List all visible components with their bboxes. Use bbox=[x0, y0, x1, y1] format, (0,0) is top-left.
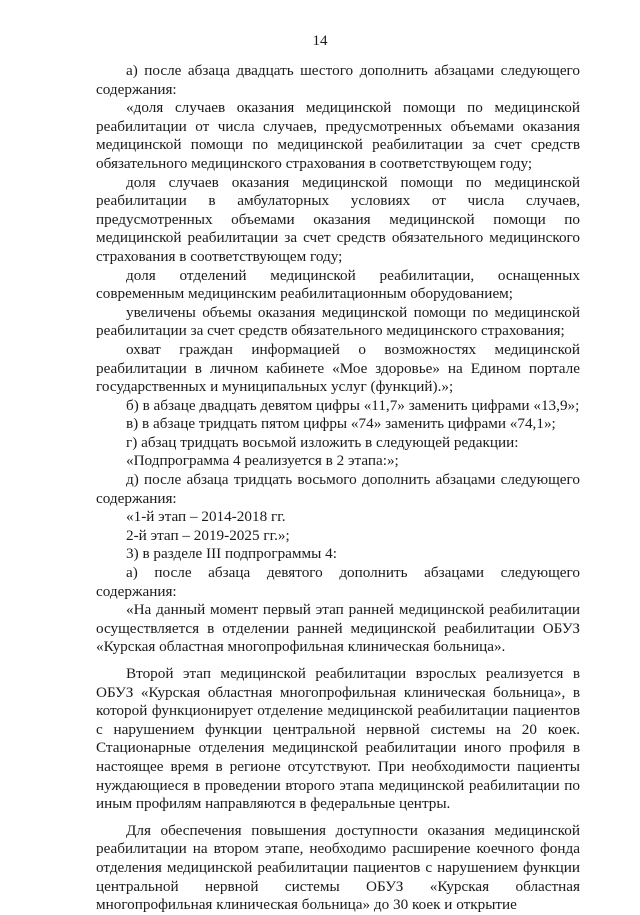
paragraph: «На данный момент первый этап ранней медицинской реабилитации осуществляется в отделении ранней медицинской реабилитации ОБУЗ «Курская областная многопрофильная клиническая больница». bbox=[96, 601, 580, 656]
paragraph: а) после абзаца двадцать шестого дополнить абзацами следующего содержания: bbox=[96, 62, 580, 98]
paragraph: «доля случаев оказания медицинской помощи по медицинской реабилитации от числа случаев, предусмотренных объемами оказания медицинской помощи по медицинской реабилитации за счет средств обязательного медицинского страхования в соответствующем году; bbox=[96, 99, 580, 172]
paragraph: 3) в разделе III подпрограммы 4: bbox=[126, 545, 337, 563]
document-body bbox=[96, 62, 580, 915]
paragraph: в) в абзаце тридцать пятом цифры «74» заменить цифрами «74,1»; bbox=[126, 415, 556, 433]
paragraph: увеличены объемы оказания медицинской помощи по медицинской реабилитации за счет средств обязательного медицинского страхования; bbox=[96, 303, 580, 340]
paragraph: г) абзац тридцать восьмой изложить в следующей редакции: bbox=[126, 433, 519, 451]
paragraph: Для обеспечения повышения доступности оказания медицинской реабилитации на втором этапе, необходимо расширение коечного фонда отделения медицинской реабилитации пациентов с нарушением функции центральной нервной системы ОБУЗ «Курская областная многопрофильная клиническая больница» до 30 коек и открытие bbox=[96, 821, 580, 914]
paragraph: доля отделений медицинской реабилитации, оснащенных современным медицинским реабилитационным оборудованием; bbox=[96, 266, 580, 303]
paragraph: доля случаев оказания медицинской помощи по медицинской реабилитации в амбулаторных условиях от числа случаев, предусмотренных объемами оказания медицинской помощи по медицинской реабилитации за счет средств обязательного медицинского страхования в соответствующем году; bbox=[96, 173, 580, 265]
paragraph: «Подпрограмма 4 реализуется в 2 этапа:»; bbox=[126, 452, 399, 470]
paragraph: а) после абзаца девятого дополнить абзацами следующего содержания: bbox=[96, 564, 580, 600]
paragraph: б) в абзаце двадцать девятом цифры «11,7» заменить цифрами «13,9»; bbox=[126, 396, 580, 414]
paragraph: Второй этап медицинской реабилитации взрослых реализуется в ОБУЗ «Курская областная многопрофильная клиническая больница», в которой функционирует отделение медицинской реабилитации пациентов с нарушением функции центральной нервной системы на 20 коек. Стационарные отделения медицинской реабилитации иного профиля в настоящее время в регионе отсутствуют. При необходимости пациенты нуждающиеся в проведении второго этапа медицинской реабилитации по иным профилям направляются в федеральные центры. bbox=[96, 665, 580, 813]
paragraph: «1-й этап – 2014-2018 гг. bbox=[126, 508, 286, 526]
paragraph: 2-й этап – 2019-2025 гг.»; bbox=[126, 526, 290, 544]
page-number: 14 bbox=[312, 33, 328, 49]
paragraph: охват граждан информацией о возможностях медицинской реабилитации в личном кабинете «Мое здоровье» на Едином портале государственных и муниципальных услуг (функций).»; bbox=[96, 340, 580, 396]
paragraph: д) после абзаца тридцать восьмого дополнить абзацами следующего содержания: bbox=[96, 471, 580, 507]
